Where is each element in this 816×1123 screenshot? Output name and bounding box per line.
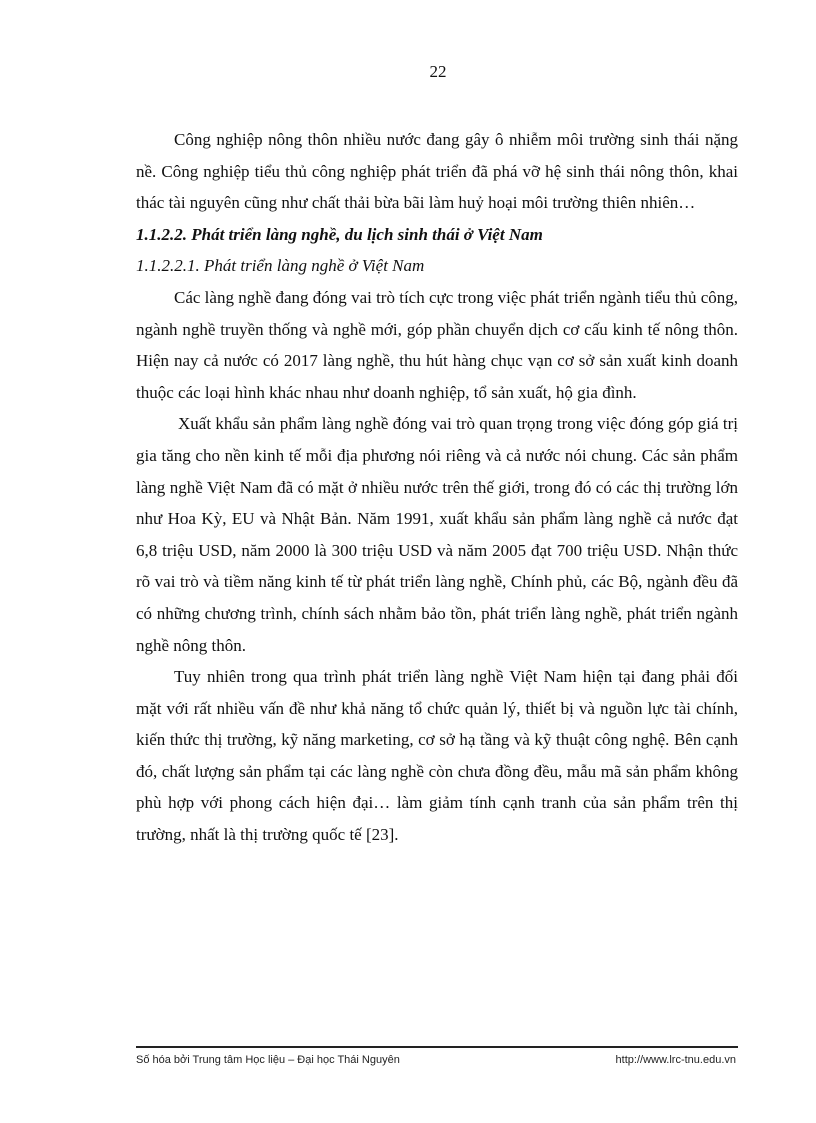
page-number: 22 — [429, 62, 447, 81]
document-body — [136, 124, 738, 851]
paragraph-craft-villages: Các làng nghề đang đóng vai trò tích cực trong việc phát triển ngành tiểu thủ công, ngành nghề truyền thống và nghề mới, góp phần chuyển dịch cơ cấu kinh tế nông thôn. Hiện nay cả nước có 2017 làng nghề, thu hút hàng chục vạn cơ sở sản xuất kinh doanh thuộc các loại hình khác nhau như doanh nghiệp, tổ sản xuất, hộ gia đình. — [136, 287, 738, 402]
footer-divider — [136, 1046, 738, 1048]
paragraph-challenges: Tuy nhiên trong qua trình phát triển làng nghề Việt Nam hiện tại đang phải đối mặt với rất nhiều vấn đề như khả năng tổ chức quản lý, thiết bị và nguồn lực tài chính, kiến thức thị trường, kỹ năng marketing, cơ sở hạ tầng và kỹ thuật công nghệ. Bên cạnh đó, chất lượng sản phẩm tại các làng nghề còn chưa đồng đều, mẫu mã sản phẩm không phù hợp với phong cách hiện đại… làm giảm tính cạnh tranh của sản phẩm trên thị trường, nhất là thị trường quốc tế [23]. — [136, 667, 738, 845]
paragraph-exports: Xuất khẩu sản phẩm làng nghề đóng vai trò quan trọng trong việc đóng góp giá trị gia tăng cho nền kinh tế mỗi địa phương nói riêng và cả nước nói chung. Các sản phẩm làng nghề Việt Nam đã có mặt ở nhiều nước trên thế giới, trong đó có các thị trường lớn như Hoa Kỳ, EU và Nhật Bản. Năm 1991, xuất khẩu sản phẩm làng nghề cả nước đạt 6,8 triệu USD, năm 2000 là 300 triệu USD và năm 2005 đạt 700 triệu USD. Nhận thức rõ vai trò và tiềm năng kinh tế từ phát triển làng nghề, Chính phủ, các Bộ, ngành đều đã có những chương trình, chính sách nhằm bảo tồn, phát triển làng nghề, phát triển ngành nghề nông thôn. — [136, 414, 738, 655]
footer-source: Số hóa bởi Trung tâm Học liệu – Đại học Thái Nguyên — [136, 1054, 400, 1066]
section-heading: 1.1.2.2. Phát triển làng nghề, du lịch sinh thái ở Việt Nam — [136, 224, 543, 244]
footer-url: http://www.lrc-tnu.edu.vn — [615, 1054, 736, 1066]
intro-paragraph: Công nghiệp nông thôn nhiều nước đang gây ô nhiễm môi trường sinh thái nặng nề. Công nghiệp tiểu thủ công nghiệp phát triển đã phá vỡ hệ sinh thái nông thôn, khai thác tài nguyên cũng như chất thải bừa bãi làm huỷ hoại môi trường thiên nhiên… — [136, 130, 738, 213]
section-subheading: 1.1.2.2.1. Phát triển làng nghề ở Việt Nam — [136, 256, 425, 276]
